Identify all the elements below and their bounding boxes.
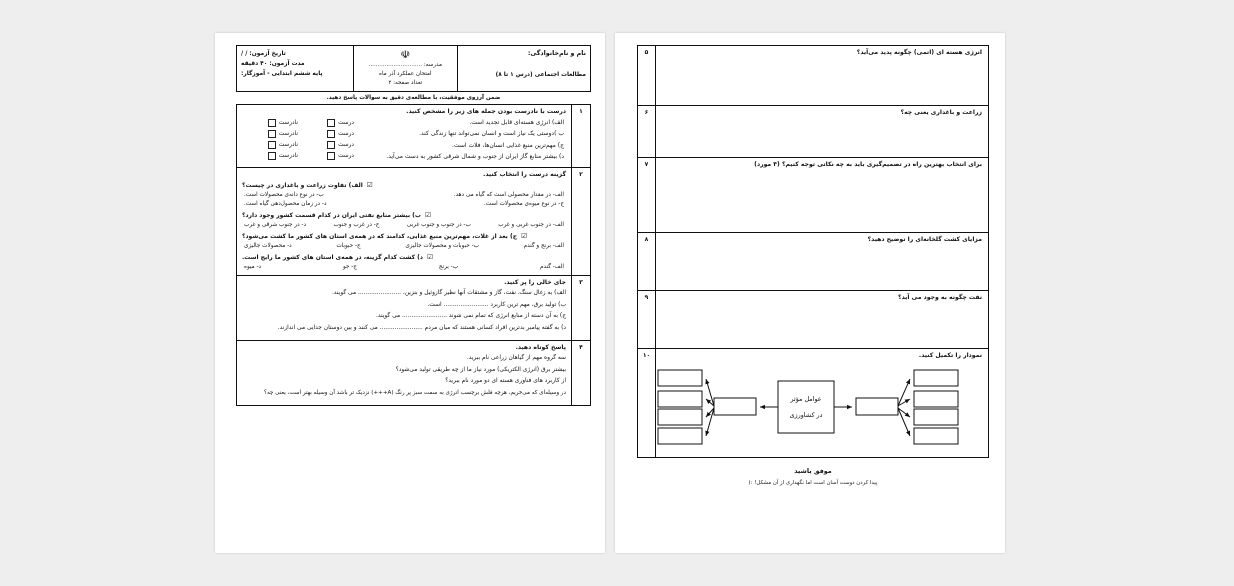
check-box-icon: ☑ — [424, 211, 431, 220]
tf-option-false[interactable] — [242, 141, 298, 149]
checkbox-true[interactable] — [327, 141, 335, 149]
mc-option[interactable]: ب- برنج — [438, 264, 459, 271]
tf-statement: الف) انرژی هسته‌ای قابل تجدید است. — [469, 119, 564, 127]
diagram-center-line-1: عوامل مؤثر — [790, 395, 822, 403]
question-title-3: جای خالی را پر کنید. — [504, 279, 566, 287]
exam-page-1 — [215, 33, 605, 553]
diagram-left-box-2[interactable] — [658, 391, 702, 407]
fill-blank-line[interactable]: د) به گفته پیامبر بدترین افراد کسانی هستند که میان مردم ....................... می کنند و بین دوستان جدایی می اندازند. — [277, 324, 566, 331]
mc-question — [242, 182, 566, 189]
true-false-row — [242, 141, 566, 149]
question-row-5 — [638, 46, 989, 106]
exam-page-2 — [615, 33, 1005, 553]
tf-true-label: درست — [338, 153, 354, 160]
mc-question-text: ب) بیشتر منابع نفتی ایران در کدام قسمت کشور وجود دارد؟ — [242, 212, 421, 220]
short-answer-line: بیشتر برق (انرژی الکتریکی) مورد نیاز ما از چه طریقی تولید می‌شود؟ — [395, 366, 566, 373]
checkbox-false[interactable] — [268, 130, 276, 138]
question-body-10 — [656, 349, 989, 458]
wish-line: ضمن آرزوی موفقیت، با مطالعه‌ی دقیق به سوالات پاسخ دهید. — [326, 94, 501, 101]
diagram-right-box-4[interactable] — [914, 428, 958, 444]
tf-true-label: درست — [338, 142, 354, 149]
question-number-10: ۱۰ — [638, 349, 656, 458]
student-name-label: نام و نام‌خانوادگی: — [527, 50, 586, 57]
question-number-1: ۱ — [572, 104, 591, 168]
mc-options-row — [242, 192, 566, 198]
question-body-5 — [656, 46, 989, 106]
mc-question-text: ج) بعد از غلات، مهم‌ترین منبع غذایی، کدامند که در همه‌ی استان های کشور ما کشت می‌شود؟ — [242, 233, 518, 241]
question-number-9: ۹ — [638, 291, 656, 349]
mc-option[interactable]: د- محصولات جالیزی — [244, 243, 292, 250]
question-body-3 — [237, 276, 572, 341]
mc-option[interactable]: ب- حبوبات و محصولات جالیزی — [405, 243, 480, 250]
diagram-left-box-3[interactable] — [658, 409, 702, 425]
tf-true-label: درست — [338, 119, 354, 126]
question-title-9: نفت چگونه به وجود می آید؟ — [898, 294, 982, 301]
diagram-right-hub-box[interactable] — [856, 398, 898, 415]
exam-header-table — [236, 45, 591, 92]
mc-option[interactable]: الف- گندم — [540, 264, 564, 271]
tf-true-label: درست — [338, 130, 354, 137]
mc-option[interactable]: ب- در نوع دانه‌ی محصولات است. — [244, 192, 324, 199]
question-row-8 — [638, 233, 989, 291]
tf-option-true[interactable] — [298, 152, 354, 160]
question-row-7 — [638, 158, 989, 233]
fill-blank-line[interactable]: الف) به زغال سنگ، نفت، گاز و مشتقات آنها نظیر گازوئیل و بنزین، ....................... می گویند. — [331, 290, 566, 297]
mc-question — [242, 233, 566, 240]
fill-blank-line[interactable]: ج) به آن دسته از منابع انرژی که تمام نمی شوند ........................ می گویند. — [375, 313, 566, 320]
fill-blank-line[interactable]: ب) تولید برق، مهم ترین کاربرد ........................ است. — [427, 301, 566, 308]
agriculture-factors-diagram — [662, 362, 982, 454]
tf-false-label: نادرست — [278, 119, 298, 126]
question-number-3: ۳ — [572, 276, 591, 341]
question-body-1 — [237, 104, 572, 168]
mc-options-row — [242, 264, 566, 270]
mc-option[interactable]: الف- در جنوب غربی و غرب — [498, 222, 564, 229]
question-body-6 — [656, 106, 989, 158]
mc-option[interactable]: الف- در مقدار محصولی است که گیاه می دهد. — [453, 192, 564, 199]
diagram-center-box — [778, 381, 834, 433]
short-answer-line: در وسیله‌ای که می‌خریم، هرچه فلش برچسب انرژی به سمت سبز پر رنگ (A+++) نزدیک تر باشد آن وسیله بهتر است، یعنی چه؟ — [263, 389, 566, 396]
question-number-6: ۶ — [638, 106, 656, 158]
short-answer-line: از کاربرد های فناوری هسته ای دو مورد نام ببرید؟ — [445, 378, 566, 385]
mc-option[interactable]: د- در جنوب شرقی و غرب — [244, 222, 307, 229]
page-2-content — [637, 45, 989, 486]
question-title-6: زراعت و باغداری یعنی چه؟ — [900, 109, 982, 116]
tf-option-false[interactable] — [242, 130, 298, 138]
exam-date-label: تاریخ آزمون: / / — [241, 51, 286, 57]
question-title-8: مزایای کشت گلخانه‌ای را توضیح دهید؟ — [867, 236, 982, 243]
question-title-7: برای انتخاب بهترین راه در تصمیم‌گیری باید به چه نکاتی توجه کنیم؟ (۴ مورد) — [754, 161, 982, 168]
question-row-2 — [237, 168, 591, 276]
checkbox-true[interactable] — [327, 119, 335, 127]
school-label: مدرسه: .............................. — [368, 62, 442, 68]
tf-option-false[interactable] — [242, 152, 298, 160]
check-box-icon: ☑ — [366, 181, 373, 190]
mc-question — [242, 212, 566, 219]
page-count-label: تعداد صفحه: ۲ — [388, 80, 423, 87]
tf-option-true[interactable] — [298, 141, 354, 149]
diagram-left-hub-box[interactable] — [714, 398, 756, 415]
question-row-10 — [638, 349, 989, 458]
tf-false-label: نادرست — [278, 142, 298, 149]
question-title-4: پاسخ کوتاه دهید. — [515, 344, 566, 352]
tf-statement: د) بیشتر منابع گاز ایران از جنوب و شمال شرقی کشور به دست می‌آید. — [386, 152, 564, 160]
tf-statement: ب )دوستی یک نیاز است و انسان نمی‌تواند تنها زندگی کند. — [419, 130, 564, 138]
checkbox-true[interactable] — [327, 152, 335, 160]
exam-duration-label: مدت آزمون: ۴۰ دقیقه — [241, 61, 305, 68]
true-false-row — [242, 119, 566, 127]
question-number-7: ۷ — [638, 158, 656, 233]
mc-options-row — [242, 201, 566, 207]
header-meta-cell — [237, 46, 354, 92]
diagram-left-box-4[interactable] — [658, 428, 702, 444]
checkbox-false[interactable] — [268, 119, 276, 127]
exam-name-label: امتحان عملکرد آذر ماه — [379, 71, 432, 78]
true-false-row — [242, 152, 566, 160]
short-answer-line: سه گروه مهم از گیاهان زراعی نام ببرید. — [466, 355, 566, 362]
question-body-2 — [237, 168, 572, 276]
mc-option[interactable]: ب- در جنوب و جنوب غربی — [406, 222, 471, 229]
tf-false-label: نادرست — [278, 130, 298, 137]
mc-options-row — [242, 222, 566, 228]
question-body-4 — [237, 341, 572, 406]
mc-question — [242, 254, 566, 261]
good-luck-text: موفق باشید — [794, 467, 832, 475]
question-row-3 — [237, 276, 591, 341]
question-row-1 — [237, 104, 591, 168]
mc-item-c — [242, 233, 566, 249]
question-title-5: انرژی هسته ای (اتمی) چگونه پدید می‌آید؟ — [856, 49, 982, 56]
question-row-9 — [638, 291, 989, 349]
tf-option-true[interactable] — [298, 119, 354, 127]
mc-question-text: الف) تفاوت زراعت و باغداری در چیست؟ — [242, 182, 363, 190]
iran-emblem-icon: ☫ — [400, 48, 411, 61]
tf-option-false[interactable] — [242, 119, 298, 127]
mc-option[interactable]: ج- حبوبات — [336, 243, 361, 250]
question-title-1: درست با نادرست بودن جمله های زیر را مشخص کنید. — [406, 107, 566, 115]
mc-item-d — [242, 254, 566, 270]
mc-option[interactable]: الف- برنج و گندم — [523, 243, 564, 250]
question-body-8 — [656, 233, 989, 291]
header-school-cell — [353, 46, 457, 92]
question-number-4: ۴ — [572, 341, 591, 406]
mc-option[interactable]: د- در زمان محصول‌دهی گیاه است. — [244, 201, 327, 208]
question-title-10: نمودار را تکمیل کنید. — [918, 352, 982, 359]
diagram-right-box-2[interactable] — [914, 391, 958, 407]
check-box-icon: ☑ — [427, 253, 433, 262]
diagram-right-box-3[interactable] — [914, 409, 958, 425]
mc-option[interactable]: ج- جو — [342, 264, 357, 271]
mc-question-text: د) کشت کدام گزینه، در همه‌ی استان های کشور ما رایج است. — [242, 254, 423, 262]
mc-option[interactable]: ج- در نوع میوه‌ی محصولات است. — [483, 201, 564, 208]
grade-teacher-label: پایه ششم ابتدایی - آموزگار: — [241, 71, 323, 78]
question-number-2: ۲ — [572, 168, 591, 276]
check-box-icon: ☑ — [521, 232, 527, 241]
checkbox-true[interactable] — [327, 130, 335, 138]
tf-option-true[interactable] — [298, 130, 354, 138]
diagram-left-box-1[interactable] — [658, 370, 702, 386]
mc-option[interactable]: ج- در غرب و جنوب — [333, 222, 380, 229]
tf-statement: ج) مهم‌ترین منبع غذایی انسان‌ها، فلات است. — [452, 141, 564, 149]
checkbox-false[interactable] — [268, 152, 276, 160]
question-number-8: ۸ — [638, 233, 656, 291]
mc-item-b — [242, 212, 566, 228]
tf-false-label: نادرست — [278, 153, 298, 160]
true-false-row — [242, 130, 566, 138]
diagram-center-line-2: در کشاورزی — [789, 411, 823, 419]
question-body-7 — [656, 158, 989, 233]
diagram-svg — [652, 362, 982, 452]
question-title-2: گزینه درست را انتخاب کنید. — [483, 171, 566, 179]
header-student-cell — [457, 46, 590, 92]
diagram-right-box-1[interactable] — [914, 370, 958, 386]
footer-quote-text: پیدا کردن دوست آسان است اما نگهداری از آن مشکل! :) — [748, 480, 878, 486]
questions-table-page-2 — [637, 45, 989, 458]
question-row-6 — [638, 106, 989, 158]
subject-label: مطالعات اجتماعی (درس ۱ تا ۸) — [495, 72, 586, 79]
mc-options-row — [242, 243, 566, 249]
question-body-9 — [656, 291, 989, 349]
checkbox-false[interactable] — [268, 141, 276, 149]
mc-option[interactable]: د- میوه — [244, 264, 262, 271]
questions-table-page-1 — [236, 104, 591, 407]
page-1-content — [236, 45, 591, 406]
question-number-5: ۵ — [638, 46, 656, 106]
mc-item-a — [242, 182, 566, 207]
question-row-4 — [237, 341, 591, 406]
